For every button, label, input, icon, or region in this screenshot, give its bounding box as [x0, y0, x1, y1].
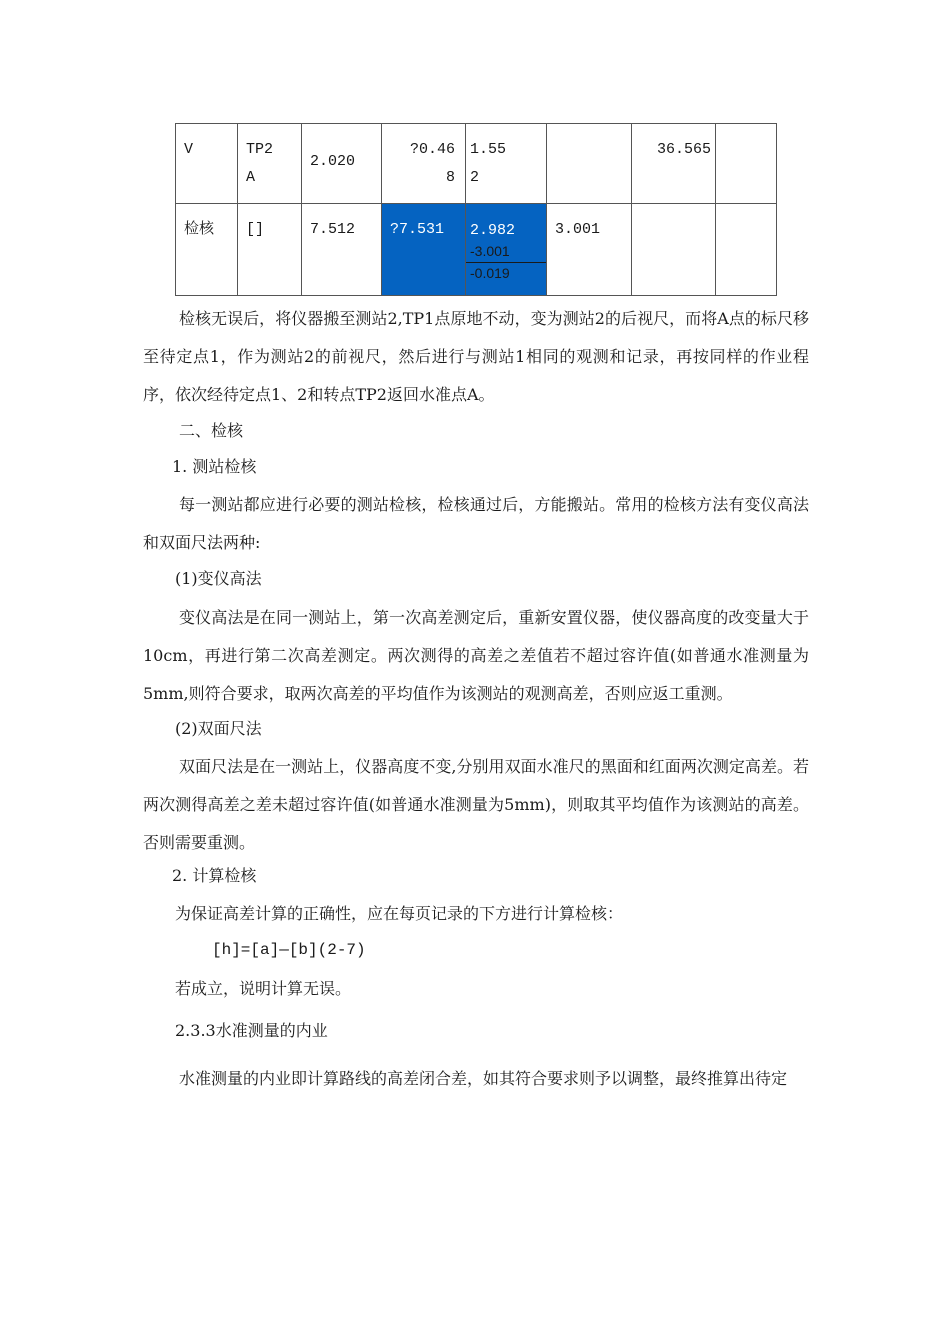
table-cell — [716, 204, 776, 216]
paragraph-double-face: 双面尺法是在一测站上，仪器高度不变,分别用双面水准尺的黑面和红面两次测定高差。若两次测得高差之差未超过容许值(如普通水准测量为5mm)，则取其平均值作为该测站的高差。否则需要重测。 — [143, 757, 809, 852]
table-cell: 36.565 — [656, 141, 711, 158]
leveling-record-table — [175, 123, 777, 296]
table-cell-value: 2.982 — [470, 222, 516, 239]
section-heading-check: 二、检核 — [179, 421, 244, 440]
subheading-instrument-height: (1)变仪高法 — [175, 569, 262, 588]
subheading-station-check: 1. 测站检核 — [172, 457, 257, 476]
table-cell: TP2 A — [246, 141, 274, 186]
table-cell — [632, 204, 715, 216]
paragraph-internal-work: 水准测量的内业即计算路线的高差闭合差，如其符合要求则予以调整，最终推算出待定 — [179, 1069, 788, 1088]
table-cell: V — [184, 141, 194, 158]
paragraph-move-station: 检核无误后，将仪器搬至测站2,TP1点原地不动，变为测站2的后视尺，而将A点的标尺移至待定点1，作为测站2的前视尺，然后进行与测站1相同的观测和记录，再按同样的作业程序，依次经待定点1、2和转点TP2返回水准点A。 — [143, 309, 809, 404]
table-cell: 3.001 — [555, 221, 601, 238]
section-heading-internal-work: 2.3.3水准测量的内业 — [175, 1021, 328, 1040]
paragraph-instrument-height: 变仪高法是在同一测站上，第一次高差测定后，重新安置仪器，使仪器高度的改变量大于10cm，再进行第二次高差测定。两次测得的高差之差值若不超过容许值(如普通水准测量为5mm,则符合要求，取两次高差的平均值作为该测站的观测高差，否则应返工重测。 — [143, 608, 809, 703]
paragraph-station-check: 每一测站都应进行必要的测站检核，检核通过后，方能搬站。常用的检核方法有变仪高法和双面尺法两种: — [143, 495, 809, 552]
paragraph-calc-check: 为保证高差计算的正确性，应在每页记录的下方进行计算检核： — [175, 904, 624, 923]
table-cell — [716, 124, 776, 136]
table-cell: ?7.531 — [390, 221, 445, 238]
table-cell-value: -0.019 — [470, 265, 510, 281]
table-cell: ?0.46 8 — [409, 141, 455, 186]
formula: [h]=[a]—[b](2-7) — [212, 941, 366, 959]
subheading-calc-check: 2. 计算检核 — [172, 866, 257, 885]
table-cell-value: -3.001 — [470, 243, 510, 259]
paragraph-no-error: 若成立，说明计算无误。 — [175, 979, 352, 998]
table-cell: 7.512 — [310, 221, 356, 238]
table-cell-sum-a — [466, 204, 546, 263]
table-row — [176, 124, 777, 204]
subheading-double-face: (2)双面尺法 — [175, 719, 262, 738]
table-row — [176, 204, 777, 296]
table-cell: [] — [246, 221, 265, 238]
table-cell: 检核 — [184, 221, 215, 238]
table-cell: 1.55 2 — [470, 141, 507, 186]
table-cell: 2.020 — [310, 153, 356, 170]
table-cell — [547, 124, 631, 136]
